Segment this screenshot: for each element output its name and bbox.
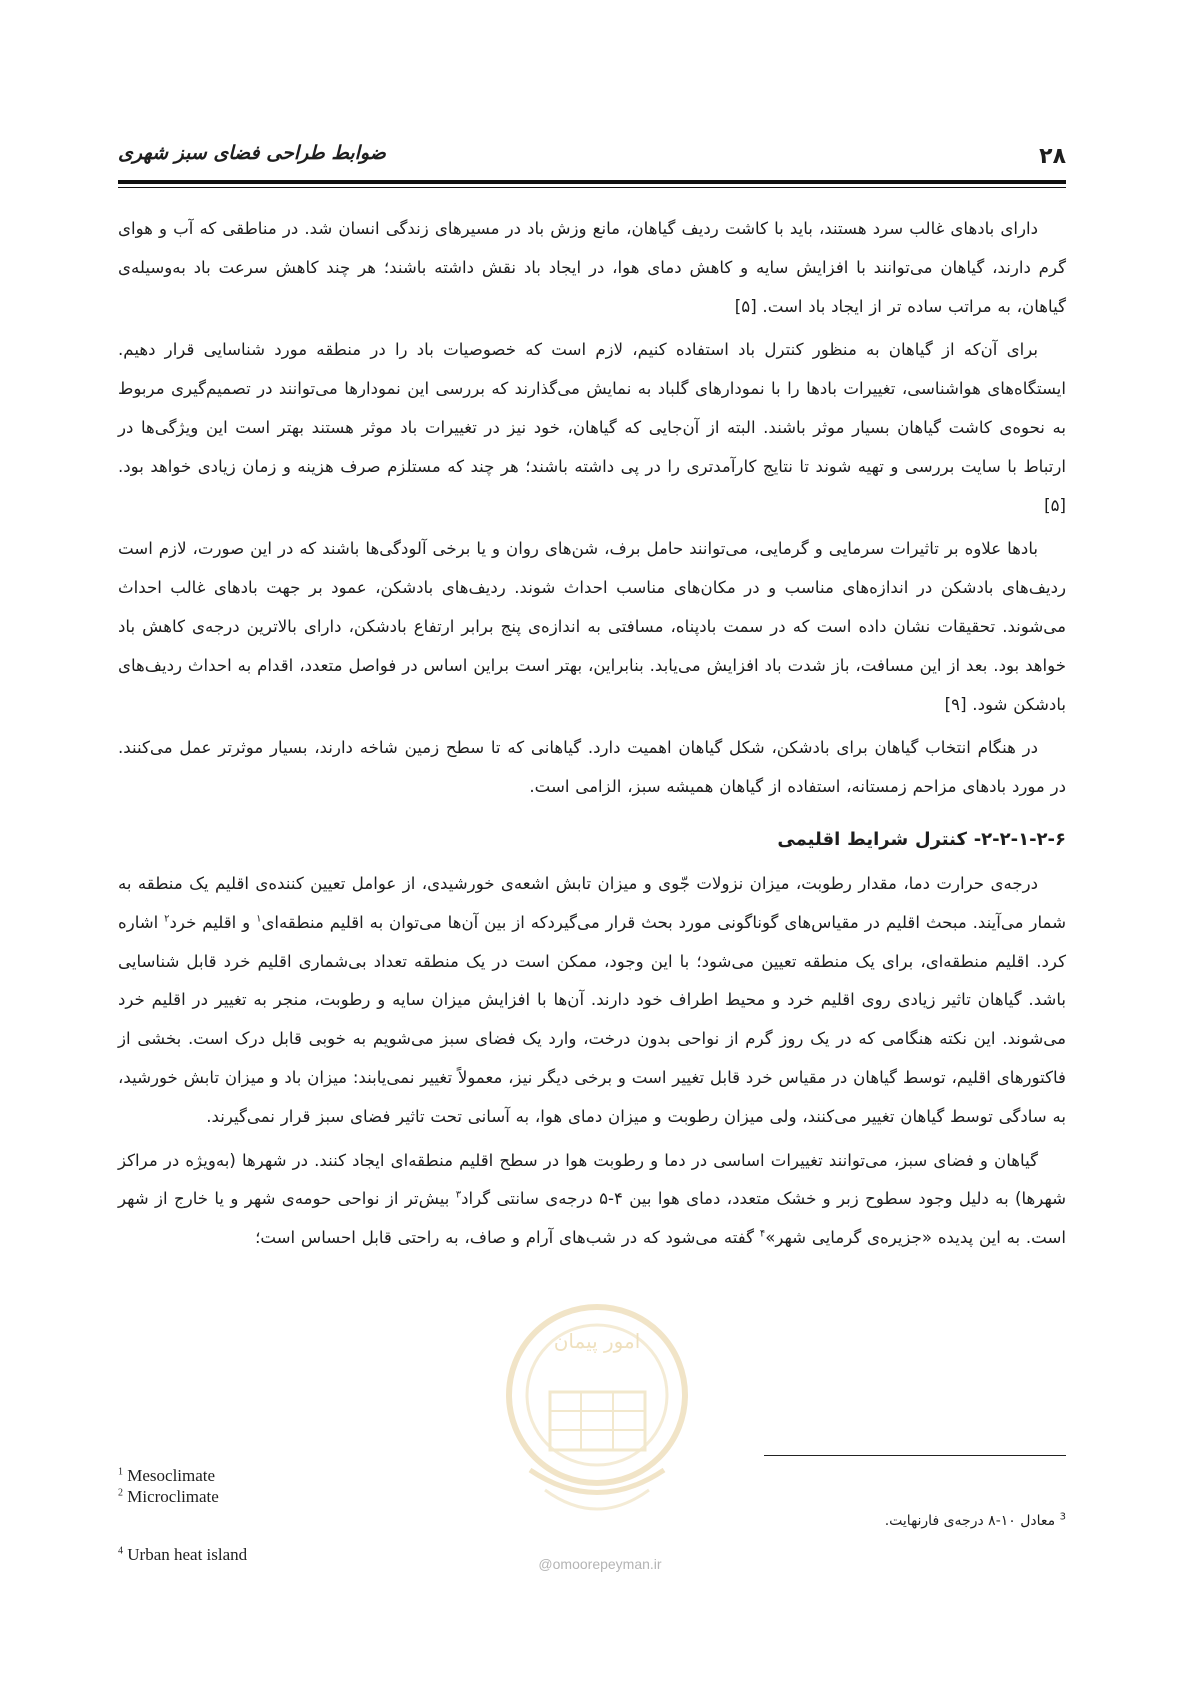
watermark-url: @omoorepeyman.ir: [538, 1556, 662, 1572]
paragraph: دارای بادهای غالب سرد هستند، باید با کاشت ردیف گیاهان، مانع وزش باد در مسیرهای زندگی انسان شد. در مناطقی که آب و هوای گرم دارند، گیاهان می‌توانند با افزایش سایه و کاهش دمای هوا، در ایجاد باد نقش داشته باشند؛ هر چند کاهش سرعت باد به‌وسیله‌ی گیاهان، به مراتب ساده تر از ایجاد باد است. [۵]: [118, 219, 1066, 316]
paragraph-text: گیاهان و فضای سبز، می‌توانند تغییرات اساسی در دما و رطوبت هوا در سطح اقلیم منطقه‌ای ایجاد کنند. در شهرها (به‌ویژه در مراکز شهرها) به دلیل وجود سطوح زبر و خشک متعدد، دمای هوا بین ۴-۵ درجه‌ی سانتی گراد: [118, 1150, 1067, 1209]
footnote: [118, 1466, 215, 1486]
paragraph: برای آن‌که از گیاهان به منظور کنترل باد استفاده کنیم، لازم است که خصوصیات باد را در منطقه مورد شناسایی قرار دهیم. ایستگاه‌های هواشناسی، تغییرات بادها را با نمودارهای گلباد به نمایش می‌گذارند که بررسی این نمودارها می‌توانند در تصمیم‌گیری مربوط به نحوه‌ی کاشت گیاهان بسیار موثر باشند. البته از آن‌جایی که گیاهان، خود نیز در تغییرات باد موثر هستند بهتر است این ویژگی‌ها در ارتباط با سایت بررسی و تهیه شوند تا نتایج کارآمدتری را در پی داشته باشند؛ هر چند که مستلزم صرف هزینه و زمان زیادی خواهد بود. [۵]: [118, 340, 1066, 515]
paragraph-text: و اقلیم خرد: [169, 912, 257, 932]
footnote-ref: ۲: [164, 913, 170, 925]
footnote-mark: 4: [118, 1545, 123, 1557]
footnote-text: Urban heat island: [127, 1545, 248, 1564]
body-text: [118, 210, 1066, 1263]
header-rule-thick: [118, 180, 1066, 184]
paragraph-text: اشاره کرد. اقلیم منطقه‌ای، برای یک منطقه تعیین می‌شود؛ با این وجود، ممکن است در یک منطقه تعداد بی‌شماری اقلیم خرد قابل شناسایی باشد. گیاهان تاثیر زیادی روی اقلیم خرد و محیط اطراف خود دارند. آن‌ها با افزایش میزان سایه و رطوبت، منجر به تغییر در اقلیم خرد می‌شوند. این نکته هنگامی که در یک روز گرم از نواحی بدون درخت، وارد یک فضای سبز می‌شویم به خوبی قابل درک است. بخشی از فاکتورهای اقلیم، توسط گیاهان در مقیاس خرد قابل تغییر است و برخی دیگر نیز، معمولاً تغییر نمی‌یابند: میزان باد و میزان تابش خورشید، به سادگی توسط گیاهان تغییر می‌کنند، ولی میزان رطوبت و میزان دمای هوا، به آسانی تحت تاثیر فضای سبز قرار نمی‌گیرند.: [118, 912, 1066, 1126]
footnote-mark: 1: [118, 1466, 123, 1478]
paragraph: بادها علاوه بر تاثیرات سرمایی و گرمایی، می‌توانند حامل برف، شن‌های روان و یا برخی آلودگی‌ها باشند که در این صورت، لازم است ردیف‌های بادشکن در اندازه‌های مناسب و در مکان‌های مناسب احداث شوند. ردیف‌های بادشکن، عمود بر جهت بادهای غالب احداث می‌شوند. تحقیقات نشان داده است که در سمت بادپناه، مسافتی به اندازه‌ی پنج برابر ارتفاع بادشکن، دارای بالاترین درجه‌ی کاهش باد خواهد بود. بعد از این مسافت، باز شدت باد افزایش می‌یابد. بنابراین، بهتر است براین اساس در فواصل متعدد، اقدام به احداث ردیف‌های بادشکن شود. [۹]: [118, 539, 1066, 714]
paragraph-text: بیش‌تر از نواحی حومه‌ی شهر و یا خارج از شهر است. به این پدیده «جزیره‌ی گرمایی شهر»: [118, 1189, 1066, 1248]
footnote-ref: ۱: [256, 913, 262, 925]
footnote: [885, 1513, 1066, 1529]
page-number: ۲۸: [1039, 144, 1066, 169]
footnote-ref: ۳: [455, 1189, 462, 1201]
header-rule-thin: [118, 187, 1066, 188]
watermark-seal-icon: [500, 1300, 695, 1550]
footnote-mark: 2: [118, 1487, 123, 1499]
footnote-text: Microclimate: [127, 1487, 219, 1506]
running-title: ضوابط طراحی فضای سبز شهری: [118, 142, 386, 164]
footnote-ref: ۴: [759, 1228, 766, 1240]
paragraph: در هنگام انتخاب گیاهان برای بادشکن، شکل گیاهان اهمیت دارد. گیاهانی که تا سطح زمین شاخه دارند، بسیار موثرتر عمل می‌کنند. در مورد بادهای مزاحم زمستانه، استفاده از گیاهان همیشه سبز، الزامی است.: [118, 738, 1066, 797]
page-header: [118, 140, 1066, 170]
seal-text: امور پیمان: [553, 1329, 641, 1353]
footnote-text: معادل ۱۰-۸ درجه‌ی فارنهایت.: [884, 1513, 1056, 1529]
footnote: [118, 1545, 247, 1565]
paragraph-text: درجه‌ی حرارت دما، مقدار رطوبت، میزان نزولات جّوی و میزان تابش اشعه‌ی خورشیدی، از عوامل تعیین کننده‌ی اقلیم یک منطقه به شمار می‌آیند. مبحث اقلیم در مقیاس‌های گوناگونی مورد بحث قرار می‌گیردکه از بین آن‌ها می‌توان به اقلیم منطقه‌ای: [118, 873, 1066, 932]
footnote-mark: 3: [1059, 1511, 1066, 1523]
paragraph: [118, 865, 1066, 1137]
paragraph: [118, 1142, 1066, 1258]
footnote-text: Mesoclimate: [127, 1466, 216, 1485]
footnote: [118, 1487, 219, 1507]
footnote-separator: [764, 1455, 1066, 1456]
paragraph-text: گفته می‌شود که در شب‌های آرام و صاف، به راحتی قابل احساس است؛: [255, 1228, 760, 1248]
section-heading: ۲-۲-۱-۲-۶- کنترل شرایط اقلیمی: [777, 828, 1066, 850]
